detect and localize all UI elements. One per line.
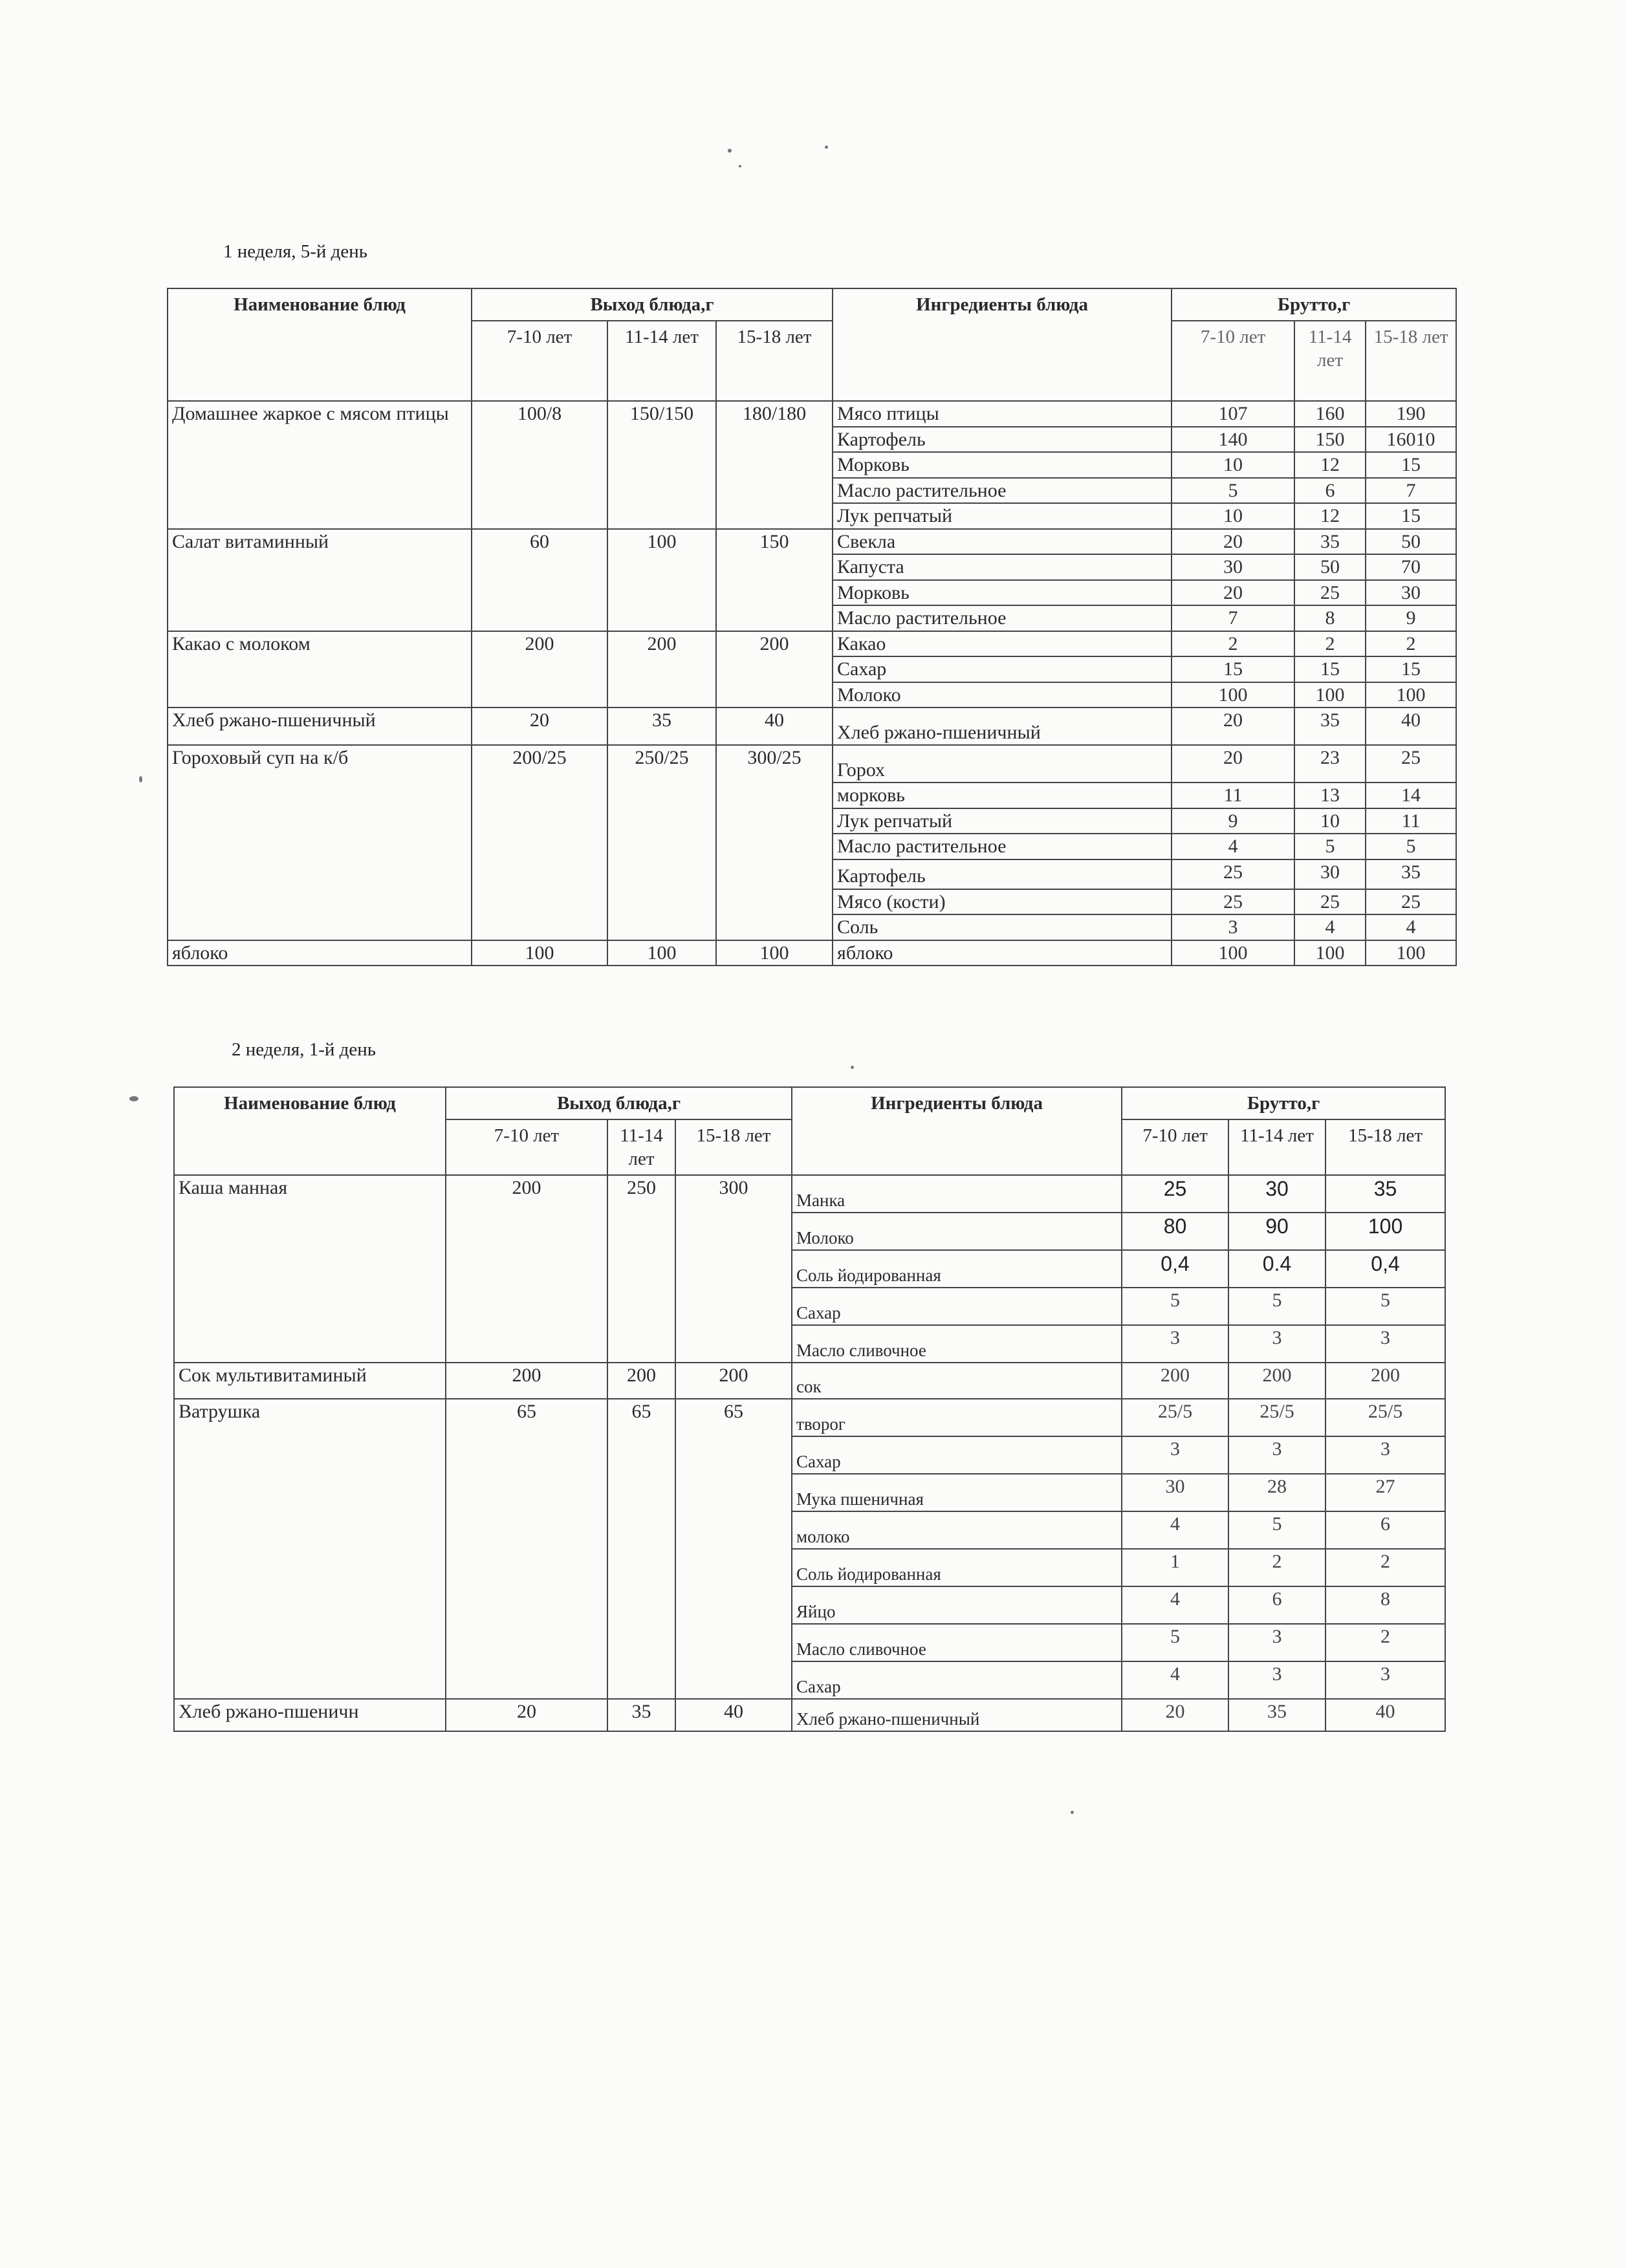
ingredient-gross-value: 40 bbox=[1366, 707, 1456, 745]
ingredient-name: Сахар bbox=[792, 1661, 1122, 1699]
dish-name: Гороховый суп на к/б bbox=[168, 745, 472, 940]
ingredient-gross-value: 150 bbox=[1294, 427, 1366, 453]
ingredient-name: Мясо (кости) bbox=[833, 889, 1172, 915]
ingredient-gross-value: 3 bbox=[1228, 1325, 1325, 1363]
dish-name: Хлеб ржано-пшеничный bbox=[168, 707, 472, 745]
header-gross-age: 11-14 лет bbox=[1228, 1119, 1325, 1175]
ingredient-gross-value: 35 bbox=[1228, 1699, 1325, 1731]
header-yield-age: 11-14 лет bbox=[607, 321, 716, 401]
ingredient-gross-value: 4 bbox=[1294, 914, 1366, 940]
ingredient-gross-value: 200 bbox=[1122, 1363, 1228, 1399]
header-yield-age: 11-14 лет bbox=[607, 1119, 675, 1175]
ingredient-gross-value: 13 bbox=[1294, 783, 1366, 808]
ingredient-gross-value: 4 bbox=[1122, 1661, 1228, 1699]
ingredient-gross-value: 80 bbox=[1122, 1213, 1228, 1250]
ingredient-gross-value: 100 bbox=[1172, 682, 1294, 708]
dish-yield: 250/25 bbox=[607, 745, 716, 940]
ingredient-gross-value: 4 bbox=[1122, 1511, 1228, 1549]
ingredient-gross-value: 2 bbox=[1294, 631, 1366, 657]
table-row bbox=[168, 529, 1456, 555]
dish-yield: 200 bbox=[675, 1363, 792, 1399]
ingredient-gross-value: 3 bbox=[1228, 1436, 1325, 1474]
ingredient-name: Капуста bbox=[833, 554, 1172, 580]
ingredient-gross-value: 25 bbox=[1366, 889, 1456, 915]
dish-name: Какао с молоком bbox=[168, 631, 472, 708]
ingredient-gross-value: 200 bbox=[1228, 1363, 1325, 1399]
ingredient-gross-value: 100 bbox=[1366, 682, 1456, 708]
table1-body bbox=[168, 401, 1456, 966]
ingredient-gross-value: 0,4 bbox=[1122, 1250, 1228, 1288]
dish-yield: 300 bbox=[675, 1175, 792, 1363]
dish-yield: 200 bbox=[472, 631, 607, 708]
ingredient-gross-value: 30 bbox=[1228, 1175, 1325, 1213]
header-dish: Наименование блюд bbox=[174, 1087, 446, 1175]
ingredient-gross-value: 107 bbox=[1172, 401, 1294, 427]
ingredient-gross-value: 2 bbox=[1325, 1624, 1445, 1661]
ingredient-name: Горох bbox=[833, 745, 1172, 783]
ingredient-name: Лук репчатый bbox=[833, 503, 1172, 529]
table-row bbox=[174, 1175, 1445, 1213]
dish-yield: 200/25 bbox=[472, 745, 607, 940]
dish-yield: 100/8 bbox=[472, 401, 607, 529]
ingredient-gross-value: 30 bbox=[1172, 554, 1294, 580]
ingredient-name: Лук репчатый bbox=[833, 808, 1172, 834]
dish-yield: 60 bbox=[472, 529, 607, 631]
ingredient-gross-value: 20 bbox=[1172, 745, 1294, 783]
header-ingredients: Ингредиенты блюда bbox=[833, 288, 1172, 401]
ingredient-gross-value: 3 bbox=[1122, 1325, 1228, 1363]
ingredient-gross-value: 25/5 bbox=[1228, 1399, 1325, 1436]
ingredient-gross-value: 6 bbox=[1294, 478, 1366, 504]
ingredient-name: яблоко bbox=[833, 940, 1172, 966]
dish-yield: 200 bbox=[446, 1363, 607, 1399]
ingredient-name: Хлеб ржано-пшеничный bbox=[833, 707, 1172, 745]
header-gross: Брутто,г bbox=[1122, 1087, 1445, 1119]
header-yield-age: 7-10 лет bbox=[472, 321, 607, 401]
ingredient-gross-value: 5 bbox=[1228, 1288, 1325, 1325]
ingredient-name: Масло растительное bbox=[833, 834, 1172, 859]
ingredient-name: Яйцо bbox=[792, 1586, 1122, 1624]
ingredient-gross-value: 90 bbox=[1228, 1213, 1325, 1250]
ingredient-gross-value: 25 bbox=[1122, 1175, 1228, 1213]
ingredient-gross-value: 100 bbox=[1325, 1213, 1445, 1250]
dish-name: Салат витаминный bbox=[168, 529, 472, 631]
ingredient-name: Соль йодированная bbox=[792, 1549, 1122, 1586]
ingredient-gross-value: 5 bbox=[1325, 1288, 1445, 1325]
ingredient-gross-value: 4 bbox=[1366, 914, 1456, 940]
ingredient-gross-value: 10 bbox=[1172, 503, 1294, 529]
ingredient-gross-value: 3 bbox=[1325, 1661, 1445, 1699]
ingredient-gross-value: 15 bbox=[1366, 656, 1456, 682]
ingredient-name: творог bbox=[792, 1399, 1122, 1436]
scan-speck bbox=[739, 165, 741, 167]
ingredient-gross-value: 12 bbox=[1294, 452, 1366, 478]
dish-yield: 180/180 bbox=[716, 401, 833, 529]
ingredient-gross-value: 30 bbox=[1366, 580, 1456, 606]
ingredient-name: Картофель bbox=[833, 427, 1172, 453]
ingredient-gross-value: 6 bbox=[1228, 1586, 1325, 1624]
dish-yield: 35 bbox=[607, 1699, 675, 1731]
header-gross-age: 15-18 лет bbox=[1325, 1119, 1445, 1175]
header-gross-age: 15-18 лет bbox=[1366, 321, 1456, 401]
ingredient-gross-value: 8 bbox=[1294, 605, 1366, 631]
ingredient-gross-value: 7 bbox=[1172, 605, 1294, 631]
ingredient-gross-value: 20 bbox=[1172, 580, 1294, 606]
ingredient-name: Масло сливочное bbox=[792, 1624, 1122, 1661]
ingredient-gross-value: 23 bbox=[1294, 745, 1366, 783]
scan-speck bbox=[851, 1066, 854, 1069]
header-ingredients: Ингредиенты блюда bbox=[792, 1087, 1122, 1175]
ingredient-gross-value: 14 bbox=[1366, 783, 1456, 808]
ingredient-gross-value: 50 bbox=[1294, 554, 1366, 580]
ingredient-gross-value: 3 bbox=[1325, 1436, 1445, 1474]
ingredient-gross-value: 3 bbox=[1122, 1436, 1228, 1474]
table-row bbox=[174, 1399, 1445, 1436]
ingredient-gross-value: 9 bbox=[1366, 605, 1456, 631]
table-row bbox=[174, 1363, 1445, 1399]
ingredient-gross-value: 11 bbox=[1366, 808, 1456, 834]
ingredient-gross-value: 10 bbox=[1172, 452, 1294, 478]
ingredient-gross-value: 4 bbox=[1122, 1586, 1228, 1624]
dish-yield: 150/150 bbox=[607, 401, 716, 529]
ingredient-name: молоко bbox=[792, 1511, 1122, 1549]
ingredient-gross-value: 12 bbox=[1294, 503, 1366, 529]
table-row bbox=[168, 707, 1456, 745]
ingredient-gross-value: 100 bbox=[1366, 940, 1456, 966]
header-yield-age: 7-10 лет bbox=[446, 1119, 607, 1175]
ingredient-gross-value: 30 bbox=[1122, 1474, 1228, 1511]
ingredient-gross-value: 3 bbox=[1228, 1661, 1325, 1699]
header-gross-age: 7-10 лет bbox=[1172, 321, 1294, 401]
ingredient-gross-value: 2 bbox=[1325, 1549, 1445, 1586]
ingredient-gross-value: 28 bbox=[1228, 1474, 1325, 1511]
ingredient-name: Какао bbox=[833, 631, 1172, 657]
ingredient-gross-value: 25/5 bbox=[1122, 1399, 1228, 1436]
dish-yield: 65 bbox=[446, 1399, 607, 1699]
ingredient-gross-value: 200 bbox=[1325, 1363, 1445, 1399]
dish-yield: 150 bbox=[716, 529, 833, 631]
ingredient-gross-value: 5 bbox=[1172, 478, 1294, 504]
table2-body bbox=[174, 1175, 1445, 1731]
dish-yield: 200 bbox=[607, 631, 716, 708]
ingredient-gross-value: 10 bbox=[1294, 808, 1366, 834]
table-row bbox=[174, 1699, 1445, 1731]
ingredient-gross-value: 2 bbox=[1228, 1549, 1325, 1586]
ingredient-gross-value: 15 bbox=[1366, 503, 1456, 529]
ingredient-name: Манка bbox=[792, 1175, 1122, 1213]
ingredient-gross-value: 25 bbox=[1366, 745, 1456, 783]
dish-yield: 250 bbox=[607, 1175, 675, 1363]
ingredient-name: Соль bbox=[833, 914, 1172, 940]
dish-name: Хлеб ржано-пшеничн bbox=[174, 1699, 446, 1731]
ingredient-gross-value: 3 bbox=[1172, 914, 1294, 940]
ingredient-gross-value: 20 bbox=[1172, 529, 1294, 555]
dish-yield: 200 bbox=[607, 1363, 675, 1399]
ingredient-name: Молоко bbox=[792, 1213, 1122, 1250]
ingredient-gross-value: 6 bbox=[1325, 1511, 1445, 1549]
dish-yield: 20 bbox=[446, 1699, 607, 1731]
ingredient-gross-value: 70 bbox=[1366, 554, 1456, 580]
ingredient-name: Свекла bbox=[833, 529, 1172, 555]
table-row bbox=[168, 940, 1456, 966]
ingredient-gross-value: 2 bbox=[1366, 631, 1456, 657]
section1-caption: 1 неделя, 5-й день bbox=[223, 241, 367, 262]
menu-table-week1-day5 bbox=[167, 288, 1457, 966]
ingredient-gross-value: 0,4 bbox=[1325, 1250, 1445, 1288]
dish-yield: 100 bbox=[472, 940, 607, 966]
ingredient-name: Сахар bbox=[792, 1436, 1122, 1474]
dish-yield: 100 bbox=[607, 940, 716, 966]
header-yield-age: 15-18 лет bbox=[675, 1119, 792, 1175]
ingredient-gross-value: 15 bbox=[1172, 656, 1294, 682]
ingredient-gross-value: 5 bbox=[1122, 1288, 1228, 1325]
ingredient-gross-value: 160 bbox=[1294, 401, 1366, 427]
scan-speck bbox=[825, 146, 828, 149]
ingredient-gross-value: 3 bbox=[1228, 1624, 1325, 1661]
dish-yield: 200 bbox=[446, 1175, 607, 1363]
ingredient-gross-value: 25 bbox=[1172, 859, 1294, 889]
dish-yield: 65 bbox=[607, 1399, 675, 1699]
header-gross-age: 7-10 лет bbox=[1122, 1119, 1228, 1175]
ingredient-gross-value: 4 bbox=[1172, 834, 1294, 859]
dish-yield: 100 bbox=[716, 940, 833, 966]
ingredient-gross-value: 5 bbox=[1366, 834, 1456, 859]
dish-yield: 300/25 bbox=[716, 745, 833, 940]
scan-speck bbox=[1071, 1811, 1074, 1814]
ingredient-name: Соль йодированная bbox=[792, 1250, 1122, 1288]
ingredient-name: сок bbox=[792, 1363, 1122, 1399]
ingredient-gross-value: 1 bbox=[1122, 1549, 1228, 1586]
header-yield: Выход блюда,г bbox=[472, 288, 833, 321]
ingredient-gross-value: 40 bbox=[1325, 1699, 1445, 1731]
table-row bbox=[168, 631, 1456, 657]
ingredient-name: Мясо птицы bbox=[833, 401, 1172, 427]
ingredient-gross-value: 15 bbox=[1294, 656, 1366, 682]
header-gross-age: 11-14 лет bbox=[1294, 321, 1366, 401]
ingredient-gross-value: 35 bbox=[1366, 859, 1456, 889]
dish-yield: 20 bbox=[472, 707, 607, 745]
ingredient-name: Мука пшеничная bbox=[792, 1474, 1122, 1511]
ingredient-gross-value: 5 bbox=[1228, 1511, 1325, 1549]
ingredient-name: Масло сливочное bbox=[792, 1325, 1122, 1363]
ingredient-gross-value: 5 bbox=[1294, 834, 1366, 859]
section2-caption: 2 неделя, 1-й день bbox=[232, 1039, 376, 1060]
ingredient-gross-value: 140 bbox=[1172, 427, 1294, 453]
dish-name: Сок мультивитаминый bbox=[174, 1363, 446, 1399]
ingredient-name: Картофель bbox=[833, 859, 1172, 889]
dish-name: Домашнее жаркое с мясом птицы bbox=[168, 401, 472, 529]
dish-yield: 40 bbox=[675, 1699, 792, 1731]
ingredient-name: Масло растительное bbox=[833, 605, 1172, 631]
ingredient-gross-value: 2 bbox=[1172, 631, 1294, 657]
ingredient-name: Морковь bbox=[833, 452, 1172, 478]
dish-name: яблоко bbox=[168, 940, 472, 966]
ingredient-name: Сахар bbox=[792, 1288, 1122, 1325]
ingredient-gross-value: 30 bbox=[1294, 859, 1366, 889]
ingredient-gross-value: 7 bbox=[1366, 478, 1456, 504]
ingredient-gross-value: 35 bbox=[1294, 529, 1366, 555]
header-dish: Наименование блюд bbox=[168, 288, 472, 401]
ingredient-gross-value: 15 bbox=[1366, 452, 1456, 478]
table-row bbox=[168, 745, 1456, 783]
ingredient-gross-value: 3 bbox=[1325, 1325, 1445, 1363]
ingredient-gross-value: 16010 bbox=[1366, 427, 1456, 453]
scan-speck bbox=[139, 776, 142, 783]
dish-name: Каша манная bbox=[174, 1175, 446, 1363]
ingredient-gross-value: 100 bbox=[1172, 940, 1294, 966]
ingredient-gross-value: 11 bbox=[1172, 783, 1294, 808]
table-row bbox=[168, 401, 1456, 427]
ingredient-gross-value: 35 bbox=[1325, 1175, 1445, 1213]
ingredient-gross-value: 20 bbox=[1122, 1699, 1228, 1731]
header-yield: Выход блюда,г bbox=[446, 1087, 792, 1119]
ingredient-gross-value: 50 bbox=[1366, 529, 1456, 555]
ingredient-gross-value: 5 bbox=[1122, 1624, 1228, 1661]
ingredient-gross-value: 0.4 bbox=[1228, 1250, 1325, 1288]
header-yield-age: 15-18 лет bbox=[716, 321, 833, 401]
dish-yield: 40 bbox=[716, 707, 833, 745]
ingredient-gross-value: 25 bbox=[1172, 889, 1294, 915]
dish-yield: 65 bbox=[675, 1399, 792, 1699]
ingredient-gross-value: 20 bbox=[1172, 707, 1294, 745]
ingredient-gross-value: 25 bbox=[1294, 580, 1366, 606]
ingredient-gross-value: 9 bbox=[1172, 808, 1294, 834]
ingredient-gross-value: 25/5 bbox=[1325, 1399, 1445, 1436]
ingredient-name: Морковь bbox=[833, 580, 1172, 606]
dish-yield: 35 bbox=[607, 707, 716, 745]
ingredient-gross-value: 190 bbox=[1366, 401, 1456, 427]
ingredient-name: Сахар bbox=[833, 656, 1172, 682]
ingredient-gross-value: 100 bbox=[1294, 682, 1366, 708]
ingredient-name: Молоко bbox=[833, 682, 1172, 708]
ingredient-gross-value: 8 bbox=[1325, 1586, 1445, 1624]
scan-speck bbox=[728, 149, 732, 153]
ingredient-gross-value: 35 bbox=[1294, 707, 1366, 745]
dish-yield: 200 bbox=[716, 631, 833, 708]
dish-name: Ватрушка bbox=[174, 1399, 446, 1699]
scan-speck bbox=[129, 1096, 138, 1101]
dish-yield: 100 bbox=[607, 529, 716, 631]
ingredient-name: Хлеб ржано-пшеничный bbox=[792, 1699, 1122, 1731]
ingredient-name: морковь bbox=[833, 783, 1172, 808]
header-gross: Брутто,г bbox=[1172, 288, 1456, 321]
ingredient-name: Масло растительное bbox=[833, 478, 1172, 504]
menu-table-week2-day1 bbox=[173, 1086, 1446, 1732]
ingredient-gross-value: 100 bbox=[1294, 940, 1366, 966]
ingredient-gross-value: 25 bbox=[1294, 889, 1366, 915]
ingredient-gross-value: 27 bbox=[1325, 1474, 1445, 1511]
